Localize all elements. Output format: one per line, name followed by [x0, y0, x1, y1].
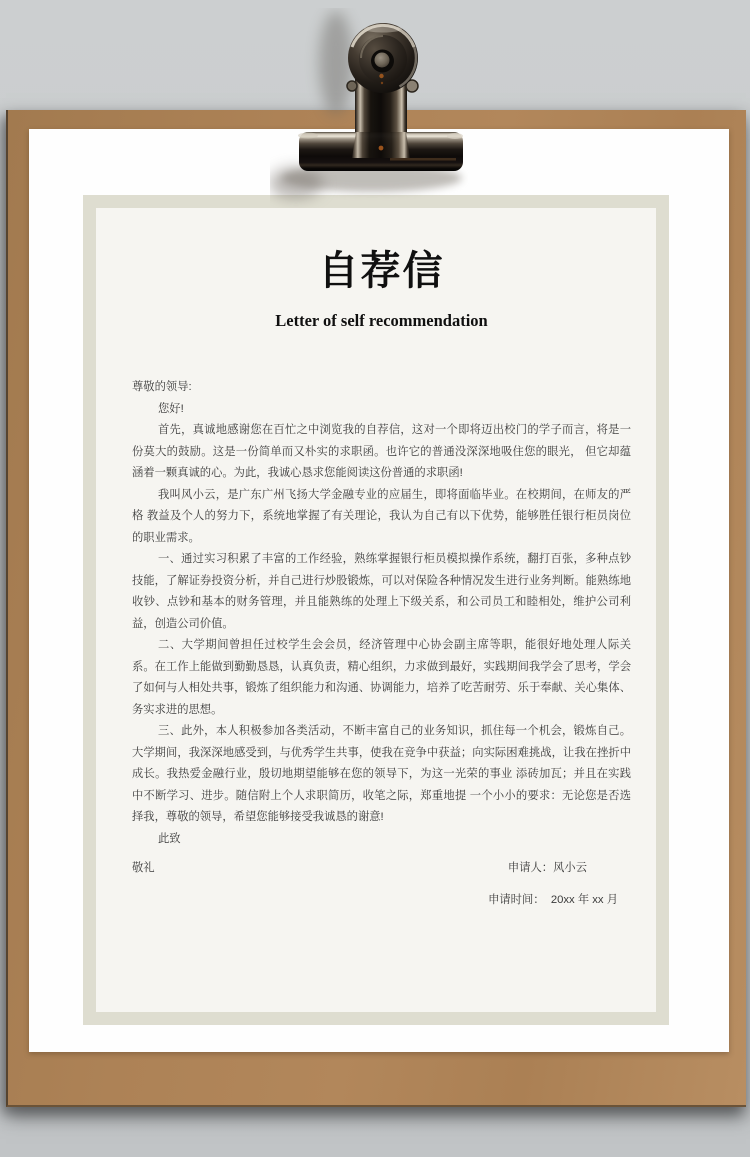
letter-title: 自荐信: [318, 249, 445, 293]
letter-subtitle-en: Letter of self recommendation: [275, 311, 488, 330]
paragraph-self-intro: 我叫风小云，是广东广州飞扬大学金融专业的应届生，即将面临毕业。在校期间，在师友的严格 教益及个人的努力下，系统地掌握了有关理论，我认为自己有以下优势，能够胜任银行柜员岗位的职业需求。: [132, 488, 631, 544]
paragraph-point-one: 一、通过实习积累了丰富的工作经验，熟练掌握银行柜员模拟操作系统，翻打百张，多种点钞技能，了解证券投资分析，并自己进行炒股锻炼，可以对保险各种情况发生进行业务判断。能熟练地收钞、点钞和基本的财务管理，并且能熟练的处理上下级关系，和公司员工和睦相处，维护公司利益，创造公司价值。: [132, 553, 631, 630]
paragraph-point-three: 三、此外，本人积极参加各类活动，不断丰富自己的业务知识，抓住每一个机会，锻炼自己。大学期间，我深深地感受到，与优秀学生共事，使我在竞争中获益；向实际困难挑战，让我在挫折中 成长。我热爱金融行业，殷切地期望能够在您的领导下，为这一光荣的事业 添砖加瓦；并且在实践中不断学习、进步。随信附上个人求职简历，收笔之际，郑重地提 一个小小的要求：无论您是否选择我，尊敬的领导，希望您能够接受我诚恳的谢意!: [132, 725, 631, 823]
greeting: 您好!: [158, 402, 184, 415]
paragraph-point-two: 二、大学期间曾担任过校学生会会员，经济管理中心协会副主席等职，能很好地处理人际关系。在工作上能做到勤勤恳恳，认真负责，精心组织，力求做到最好，实践期间我学会了思考，学会了如何与人相处共事，锻炼了组织能力和沟通、协调能力，培养了吃苦耐劳、乐于奉献、关心集体、务实求进的思想。: [132, 639, 631, 716]
closing-salute: 敬礼: [132, 862, 155, 874]
application-date: 申请时间： 20xx 年 xx 月: [488, 893, 618, 906]
letter-paper: [29, 129, 729, 1052]
letter-body: [132, 377, 631, 911]
closing-respect: 此致: [158, 832, 181, 845]
salutation: 尊敬的领导:: [132, 381, 192, 393]
signature-row: [132, 858, 631, 880]
letter-frame: [83, 195, 669, 1025]
date-row: [132, 890, 631, 912]
clipboard-board: [6, 110, 746, 1107]
applicant-name: 申请人：风小云: [507, 862, 587, 874]
letter-content: [96, 208, 656, 1012]
paragraph-intro: 首先，真诚地感谢您在百忙之中浏览我的自荐信，这对一个即将迈出校门的学子而言，将是一份莫大的鼓励。这是一份简单而又朴实的求职函。也许它的普通没深深地吸住您的眼光， 但它却蕴涵着一颗真诚的心。为此，我诚心恳求您能阅读这份普通的求职函!: [132, 424, 631, 479]
binder-clip-icon: [270, 8, 480, 208]
